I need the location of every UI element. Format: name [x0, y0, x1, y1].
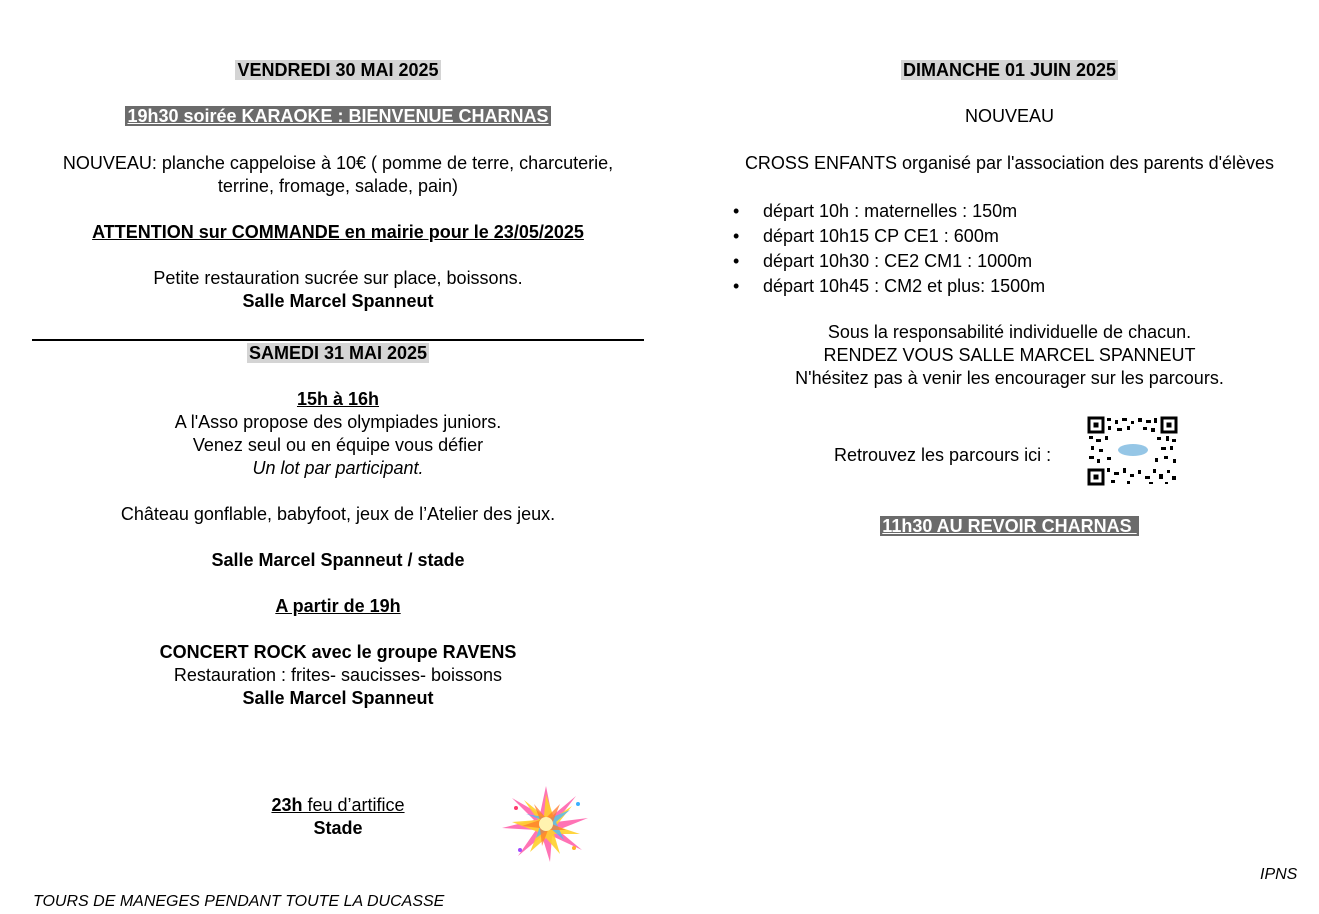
fireworks-line: 23h feu d’artifice	[271, 795, 405, 815]
lot-text: Un lot par participant.	[252, 458, 424, 478]
cross-enfants: CROSS ENFANTS organisé par l'association des parents d'élèves	[744, 153, 1275, 173]
friday-heading: VENDREDI 30 MAI 2025	[237, 60, 439, 80]
equipe-text: Venez seul ou en équipe vous défier	[192, 435, 484, 455]
saturday-venue-stade: Salle Marcel Spanneut / stade	[211, 550, 465, 570]
evening-time: A partir de 19h	[275, 596, 401, 616]
saturday-venue: Salle Marcel Spanneut	[242, 688, 434, 708]
parcours-label: Retrouvez les parcours ici :	[834, 445, 1052, 465]
list-item: • départ 10h15 CP CE1 : 600m	[733, 224, 1045, 249]
responsabilite-text: Sous la responsabilité individuelle de chacun.	[827, 322, 1192, 342]
sunday-nouveau: NOUVEAU	[964, 106, 1054, 126]
karaoke-banner: 19h30 soirée KARAOKE : BIENVENUE CHARNAS	[127, 106, 549, 126]
rendez-vous-text: RENDEZ VOUS SALLE MARCEL SPANNEUT	[823, 345, 1196, 365]
saturday-heading: SAMEDI 31 MAI 2025	[248, 343, 428, 363]
friday-venue: Salle Marcel Spanneut	[242, 291, 434, 311]
list-item: • départ 10h : maternelles : 150m	[733, 199, 1045, 224]
nouveau-planche-line1: NOUVEAU: planche cappeloise à 10€ ( pomme de terre, charcuterie,	[62, 153, 614, 173]
concert-text: CONCERT ROCK avec le groupe RAVENS	[159, 642, 517, 662]
list-item: • départ 10h30 : CE2 CM1 : 1000m	[733, 249, 1045, 274]
nouveau-planche-line2: terrine, fromage, salade, pain)	[217, 176, 459, 196]
encourager-text: N'hésitez pas à venir les encourager sur les parcours.	[795, 368, 1224, 388]
list-item: • départ 10h45 : CM2 et plus: 1500m	[733, 274, 1045, 299]
ipns-label: IPNS	[1260, 866, 1298, 883]
olympiades-text: A l'Asso propose des olympiades juniors.	[174, 412, 502, 432]
attention-commande: ATTENTION sur COMMANDE en mairie pour le 23/05/2025	[92, 222, 584, 242]
sunday-heading: DIMANCHE 01 JUIN 2025	[902, 60, 1117, 80]
fireworks-place: Stade	[313, 818, 363, 838]
activities-text: Château gonflable, babyfoot, jeux de l’Atelier des jeux.	[120, 504, 556, 524]
goodbye-banner: 11h30 AU REVOIR CHARNAS	[882, 516, 1137, 536]
manege-footer: TOURS DE MANEGES PENDANT TOUTE LA DUCASSE	[33, 893, 445, 910]
section-divider	[32, 339, 644, 341]
olympiades-time: 15h à 16h	[296, 389, 380, 409]
qr-code-icon[interactable]	[1087, 416, 1178, 486]
food-text: Restauration : frites- saucisses- boissons	[173, 665, 503, 685]
departures-list	[733, 199, 1045, 299]
firework-image	[500, 784, 592, 864]
petite-restauration: Petite restauration sucrée sur place, boissons.	[153, 268, 523, 288]
